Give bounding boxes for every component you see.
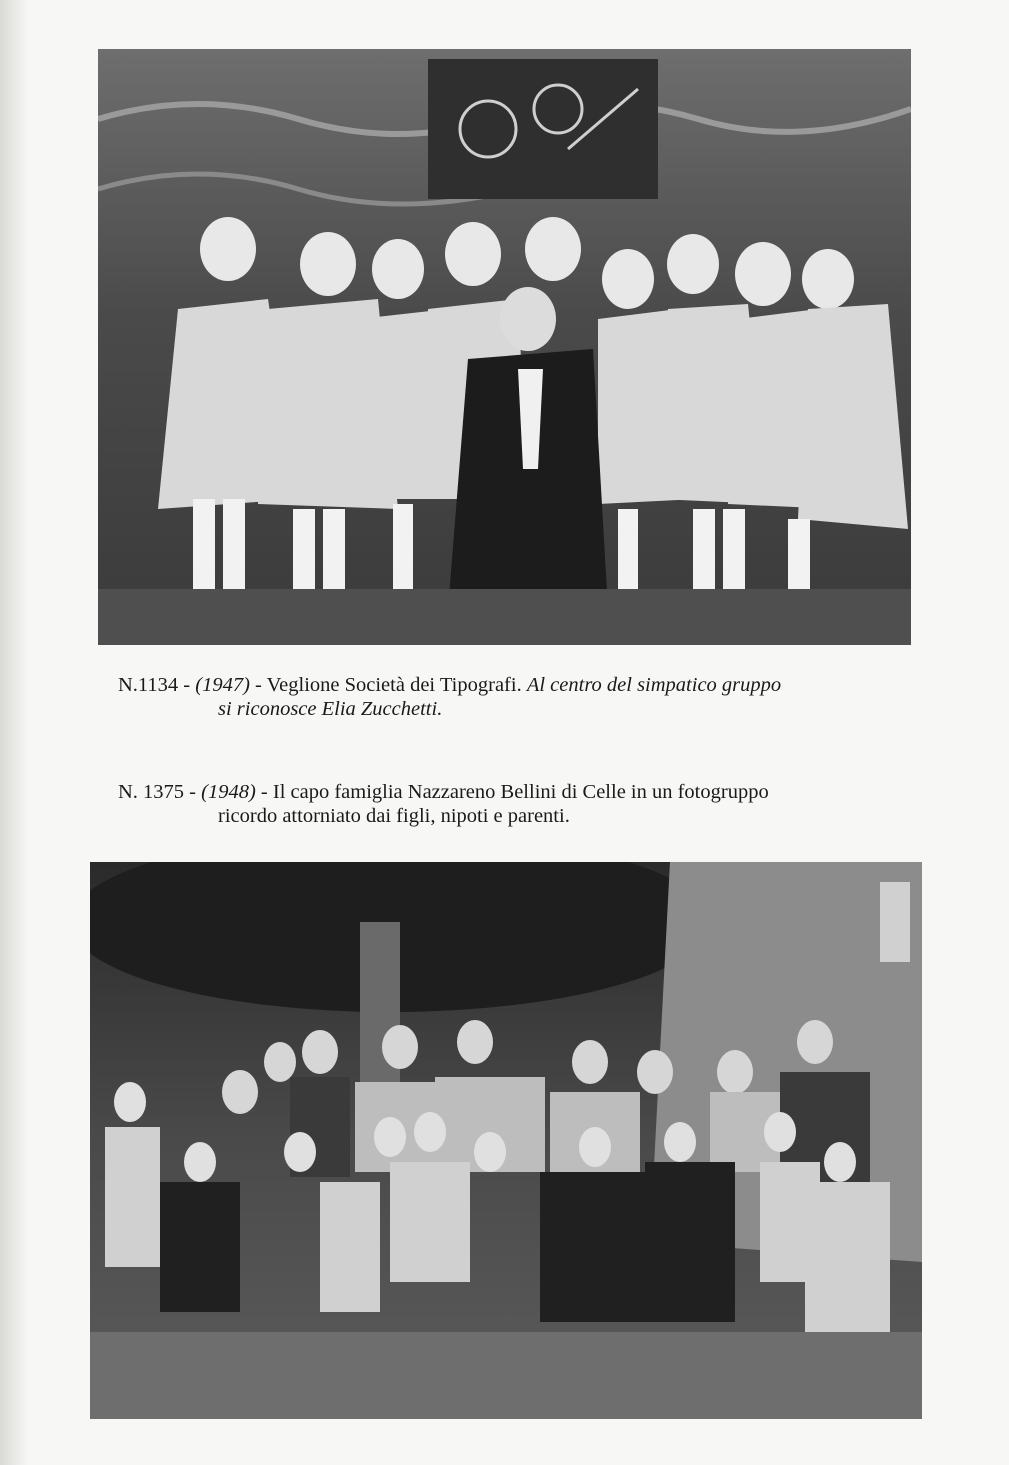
caption-number: N. 1375 - [118,781,202,803]
caption-italic-text: Al centro del simpatico gruppo [526,674,782,696]
page-edge-shadow [0,0,28,1465]
caption-photo-1134 [118,673,908,721]
caption-text-line2: ricordo attorniato dai figli, nipoti e parenti. [218,805,570,827]
caption-italic-text-line2: si riconosce Elia Zucchetti. [218,698,443,720]
photo-family-group-image [90,862,922,1419]
caption-text: - Il capo famiglia Nazzareno Bellini di Celle in un fotogruppo [255,781,769,803]
caption-year: (1947) [195,674,250,696]
caption-text: - Veglione Società dei Tipografi. [249,674,527,696]
caption-year: (1948) [201,781,256,803]
caption-number: N.1134 - [118,674,196,696]
photo-stage-group-image [98,49,911,645]
photo-family-group [90,862,922,1419]
photo-stage-group [98,49,911,645]
caption-photo-1375 [118,780,908,828]
